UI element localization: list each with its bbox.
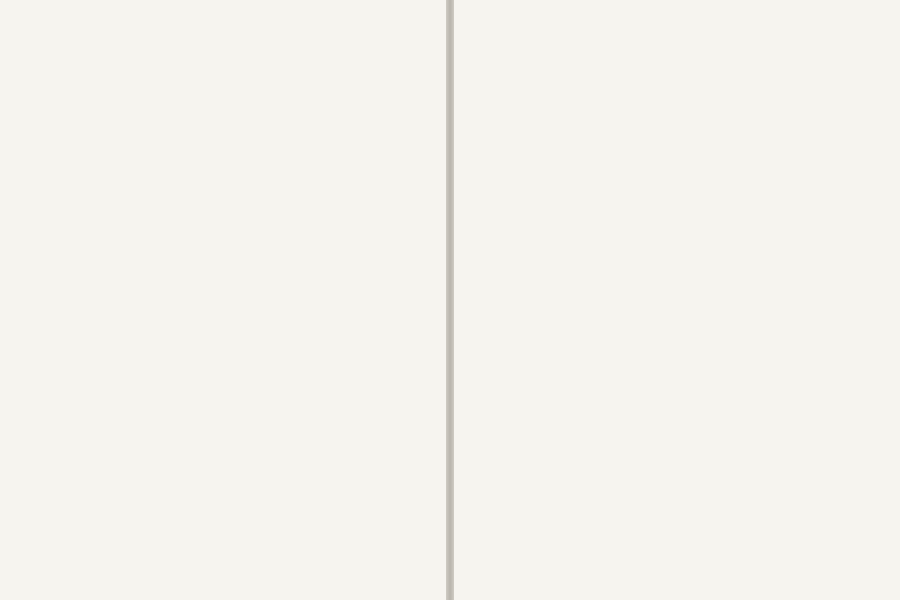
left-page: [0, 0, 446, 600]
right-page: [454, 0, 900, 600]
intro-title-row: [0, 41, 420, 55]
book-gutter: [446, 0, 454, 600]
